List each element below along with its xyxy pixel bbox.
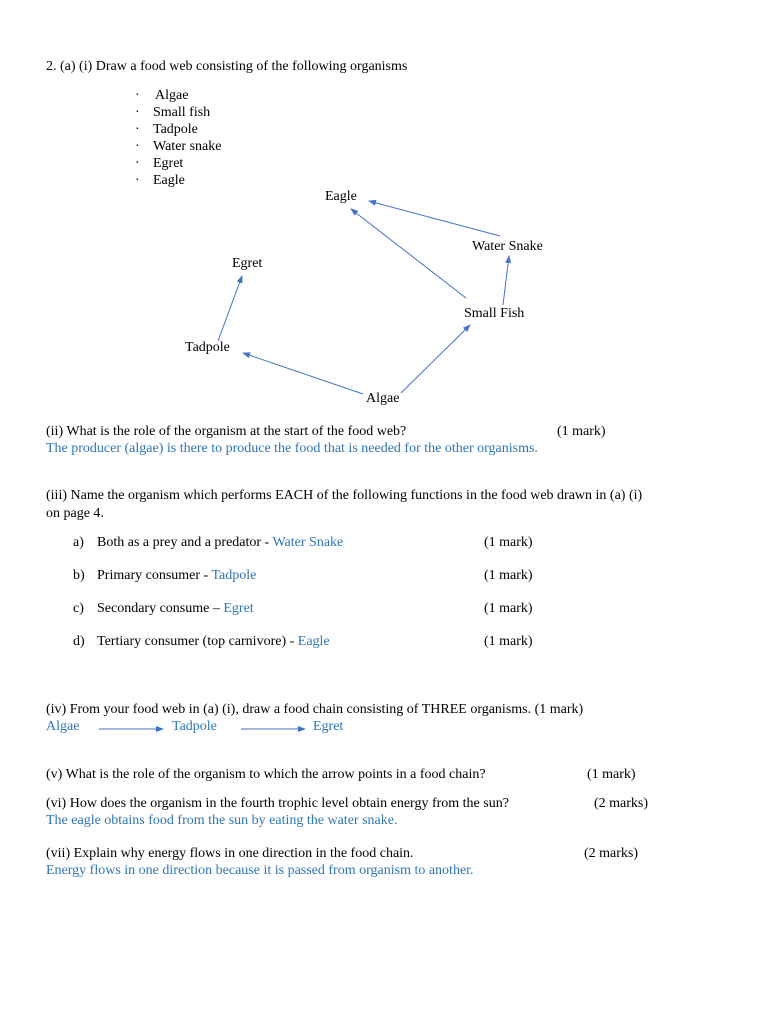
arrow-small-fish-to-water-snake — [503, 256, 509, 305]
list-bullet: · — [135, 88, 140, 103]
item-prompt — [97, 535, 343, 551]
item-marks: (1 mark) — [484, 634, 533, 649]
item-text: Primary consumer - — [97, 568, 212, 583]
question-ii-marks: (1 mark) — [557, 424, 606, 439]
list-bullet: · — [135, 173, 140, 188]
item-marks: (1 mark) — [484, 601, 533, 616]
list-item: Water snake — [153, 139, 222, 154]
item-letter: c) — [73, 601, 84, 616]
node-eagle: Eagle — [325, 189, 357, 204]
item-text: Both as a prey and a predator - — [97, 535, 273, 550]
list-bullet: · — [135, 122, 140, 137]
list-bullet: · — [135, 156, 140, 171]
arrow-tadpole-to-egret — [218, 276, 242, 341]
node-small-fish: Small Fish — [464, 306, 525, 321]
node-algae: Algae — [366, 391, 400, 406]
item-answer: Tadpole — [211, 568, 257, 583]
item-prompt — [97, 568, 256, 584]
question-vii-marks: (2 marks) — [584, 846, 639, 861]
item-prompt — [97, 601, 254, 617]
item-letter: b) — [73, 568, 85, 583]
question-vi-marks: (2 marks) — [594, 796, 649, 811]
list-item: Tadpole — [153, 122, 198, 137]
item-text: Tertiary consumer (top carnivore) - — [97, 634, 298, 649]
list-bullet: · — [135, 139, 140, 154]
chain-organism-2: Tadpole — [172, 719, 217, 734]
question-iii-line1: (iii) Name the organism which performs EACH of the following functions in the food web drawn in (a) (i) — [46, 488, 643, 503]
item-answer: Eagle — [297, 634, 330, 649]
question-vi-text: (vi) How does the organism in the fourth trophic level obtain energy from the sun? — [46, 796, 509, 811]
food-chain-arrows — [0, 720, 768, 736]
list-bullet: · — [135, 105, 140, 120]
question-vi-answer: The eagle obtains food from the sun by eating the water snake. — [46, 813, 398, 828]
item-letter: a) — [73, 535, 84, 550]
question-vii-answer: Energy flows in one direction because it is passed from organism to another. — [46, 863, 474, 878]
list-item: Algae — [155, 88, 189, 103]
item-marks: (1 mark) — [484, 568, 533, 583]
item-marks: (1 mark) — [484, 535, 533, 550]
question-vii-text: (vii) Explain why energy flows in one direction in the food chain. — [46, 846, 414, 861]
question-ii-text: (ii) What is the role of the organism at the start of the food web? — [46, 424, 407, 439]
question-v-marks: (1 mark) — [587, 767, 636, 782]
question-iii-line2: on page 4. — [46, 506, 104, 521]
question-ii-answer: The producer (algae) is there to produce the food that is needed for the other organisms. — [46, 441, 538, 456]
item-answer: Egret — [223, 601, 254, 616]
arrow-water-snake-to-eagle — [369, 201, 500, 236]
list-item: Egret — [153, 156, 184, 171]
arrow-algae-to-tadpole — [243, 353, 363, 394]
question-v-text: (v) What is the role of the organism to which the arrow points in a food chain? — [46, 767, 486, 782]
question-iv-text: (iv) From your food web in (a) (i), draw a food chain consisting of THREE organisms. (1 mark) — [46, 702, 584, 717]
item-answer: Water Snake — [272, 535, 344, 550]
list-item: Eagle — [153, 173, 185, 188]
arrow-algae-to-small-fish — [401, 325, 470, 393]
item-text: Secondary consume – — [97, 601, 224, 616]
item-letter: d) — [73, 634, 85, 649]
question-a-heading: 2. (a) (i) Draw a food web consisting of the following organisms — [46, 59, 408, 74]
list-item: Small fish — [153, 105, 211, 120]
node-tadpole: Tadpole — [185, 340, 230, 355]
chain-organism-3: Egret — [313, 719, 344, 734]
chain-organism-1: Algae — [46, 719, 80, 734]
food-web-diagram — [0, 0, 768, 420]
item-prompt — [97, 634, 330, 650]
node-egret: Egret — [232, 256, 263, 271]
node-water-snake: Water Snake — [472, 239, 543, 254]
